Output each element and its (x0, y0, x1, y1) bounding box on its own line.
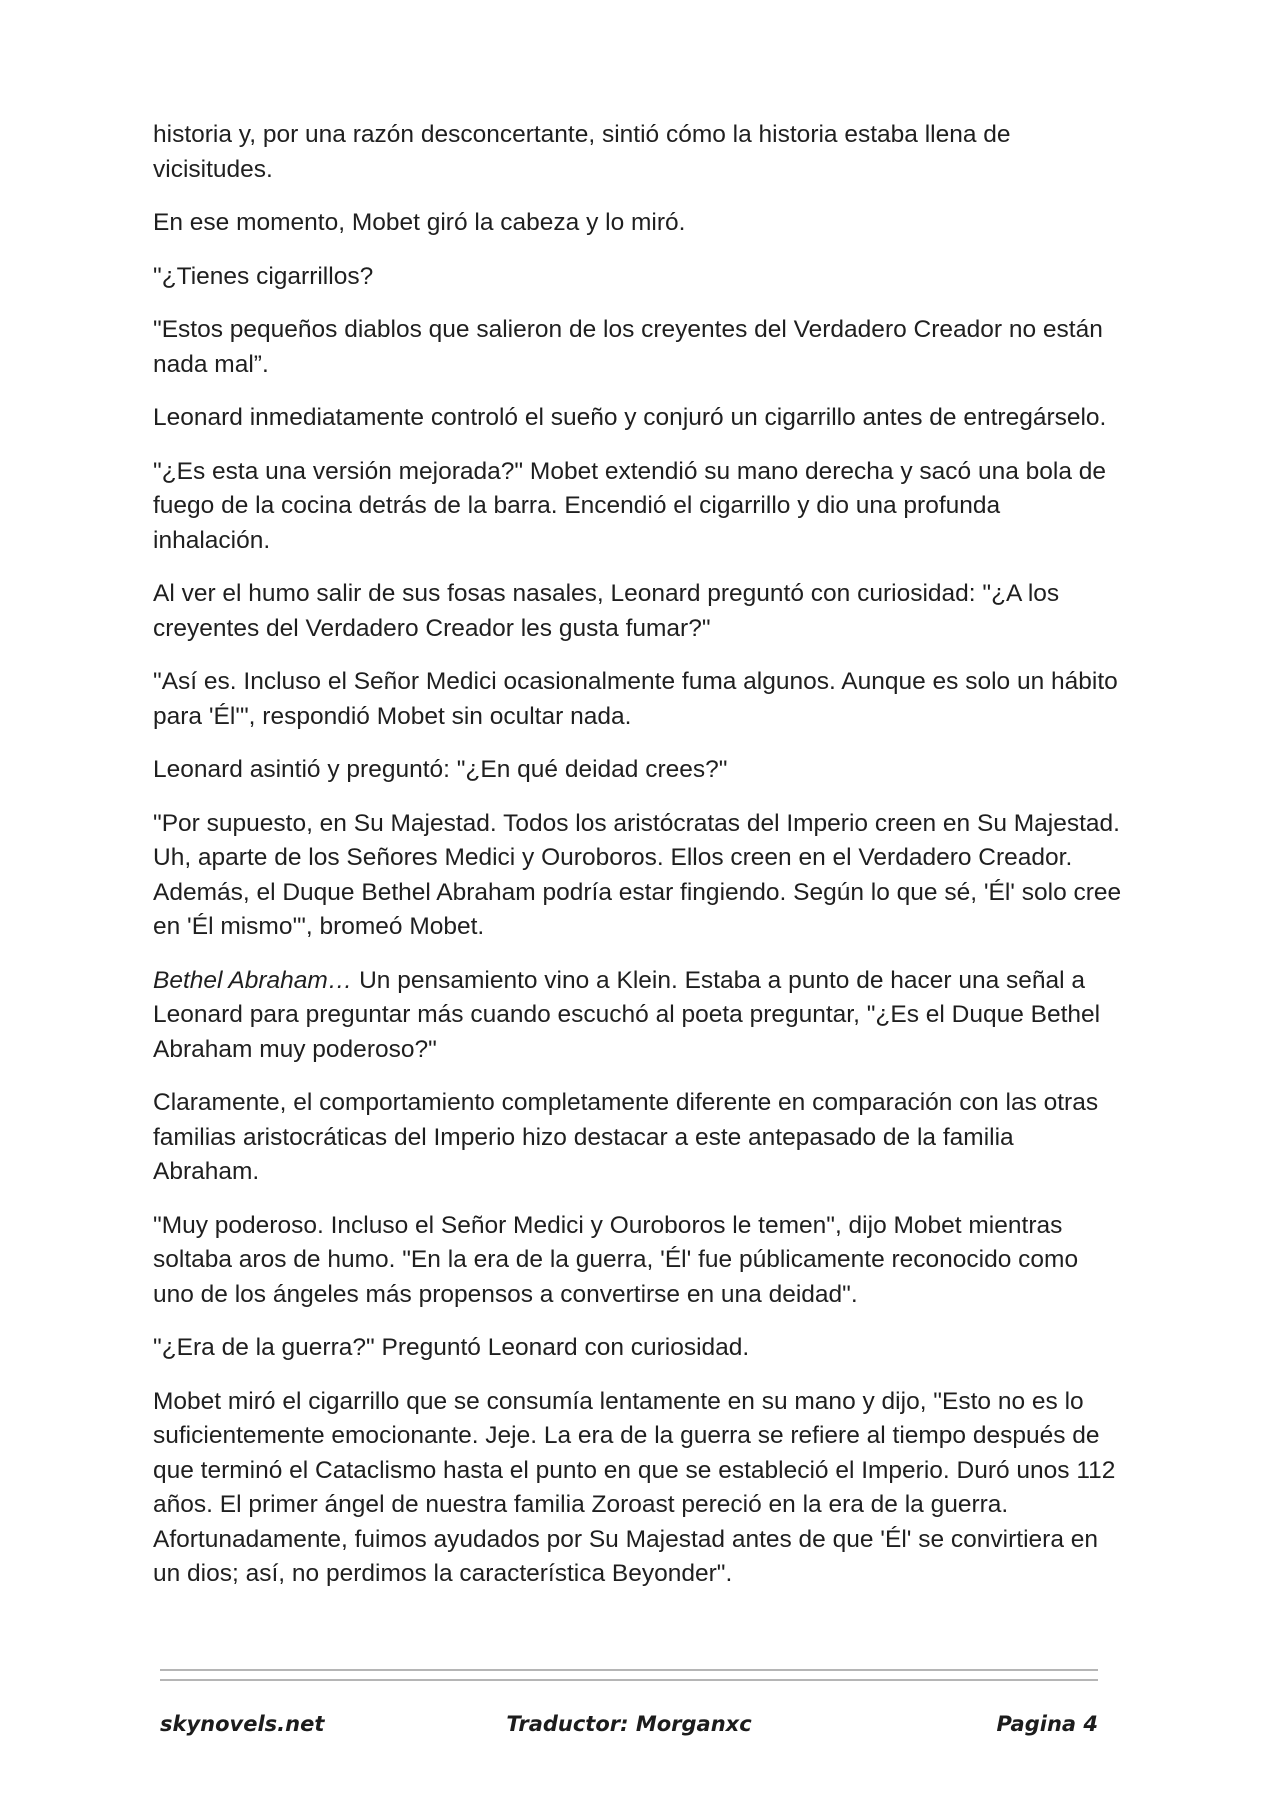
paragraph: "Estos pequeños diablos que salieron de los creyentes del Verdadero Creador no están nada mal”. (153, 316, 1103, 378)
paragraph: En ese momento, Mobet giró la cabeza y lo miró. (153, 209, 686, 236)
footer-site: skynovels.net (160, 1712, 325, 1736)
paragraph: historia y, por una razón desconcertante, sintió cómo la historia estaba llena de vicisitudes. (153, 121, 1011, 183)
page-footer (160, 1712, 1098, 1752)
paragraph: Mobet miró el cigarrillo que se consumía lentamente en su mano y dijo, "Esto no es lo suficientemente emocionante. Jeje. La era de la guerra se refiere al tiempo después de que terminó el Cataclismo hasta el punto en que se estableció el Imperio. Duró unos 112 años. El primer ángel de nuestra familia Zoroast pereció en la era de la guerra. Afortunadamente, fuimos ayudados por Su Majestad antes de que 'Él' se convirtiera en un dios; así, no perdimos la característica Beyonder". (153, 1387, 1116, 1587)
paragraph: Al ver el humo salir de sus fosas nasales, Leonard preguntó con curiosidad: "¿A los creyentes del Verdadero Creador les gusta fumar?" (153, 580, 1060, 642)
paragraph: "¿Tienes cigarrillos? (153, 262, 374, 290)
paragraph: Leonard asintió y preguntó: "¿En qué deidad crees?" (153, 756, 728, 783)
footer-divider-bottom (160, 1679, 1098, 1681)
paragraph-text: Un pensamiento vino a Klein. Estaba a punto de hacer una señal a Leonard para preguntar más cuando escuchó al poeta preguntar, "¿Es el Duque Bethel Abraham muy poderoso?" (153, 966, 1101, 1063)
footer-divider-top (160, 1669, 1098, 1671)
footer-translator: Traductor: Morganxc (506, 1712, 752, 1736)
paragraph: "Por supuesto, en Su Majestad. Todos los aristócratas del Imperio creen en Su Majestad. Uh, aparte de los Señores Medici y Ouroboros. Ellos creen en el Verdadero Creador. Además, el Duque Bethel Abraham podría estar fingiendo. Según lo que sé, 'Él' solo cree en 'Él mismo'", bromeó Mobet. (153, 809, 1122, 940)
paragraph: Claramente, el comportamiento completamente diferente en comparación con las otras familias aristocráticas del Imperio hizo destacar a este antepasado de la familia Abraham. (153, 1089, 1099, 1185)
paragraph: "Así es. Incluso el Señor Medici ocasionalmente fuma algunos. Aunque es solo un hábito para 'Él'", respondió Mobet sin ocultar nada. (153, 668, 1118, 730)
paragraph: "Muy poderoso. Incluso el Señor Medici y Ouroboros le temen", dijo Mobet mientras soltaba aros de humo. "En la era de la guerra, 'Él' fue públicamente reconocido como uno de los ángeles más propensos a convertirse en una deidad". (153, 1211, 1079, 1308)
italic-thought: Bethel Abraham… (153, 966, 353, 994)
paragraph: Leonard inmediatamente controló el sueño y conjuró un cigarrillo antes de entregárselo. (153, 404, 1107, 431)
paragraph: "¿Es esta una versión mejorada?" Mobet extendió su mano derecha y sacó una bola de fuego de la cocina detrás de la barra. Encendió el cigarrillo y dio una profunda inhalación. (153, 457, 1107, 554)
paragraph-with-italic (153, 964, 1123, 1068)
paragraph: "¿Era de la guerra?" Preguntó Leonard con curiosidad. (153, 1334, 750, 1361)
document-body (153, 118, 1123, 1611)
footer-page-number: Pagina 4 (996, 1712, 1098, 1736)
